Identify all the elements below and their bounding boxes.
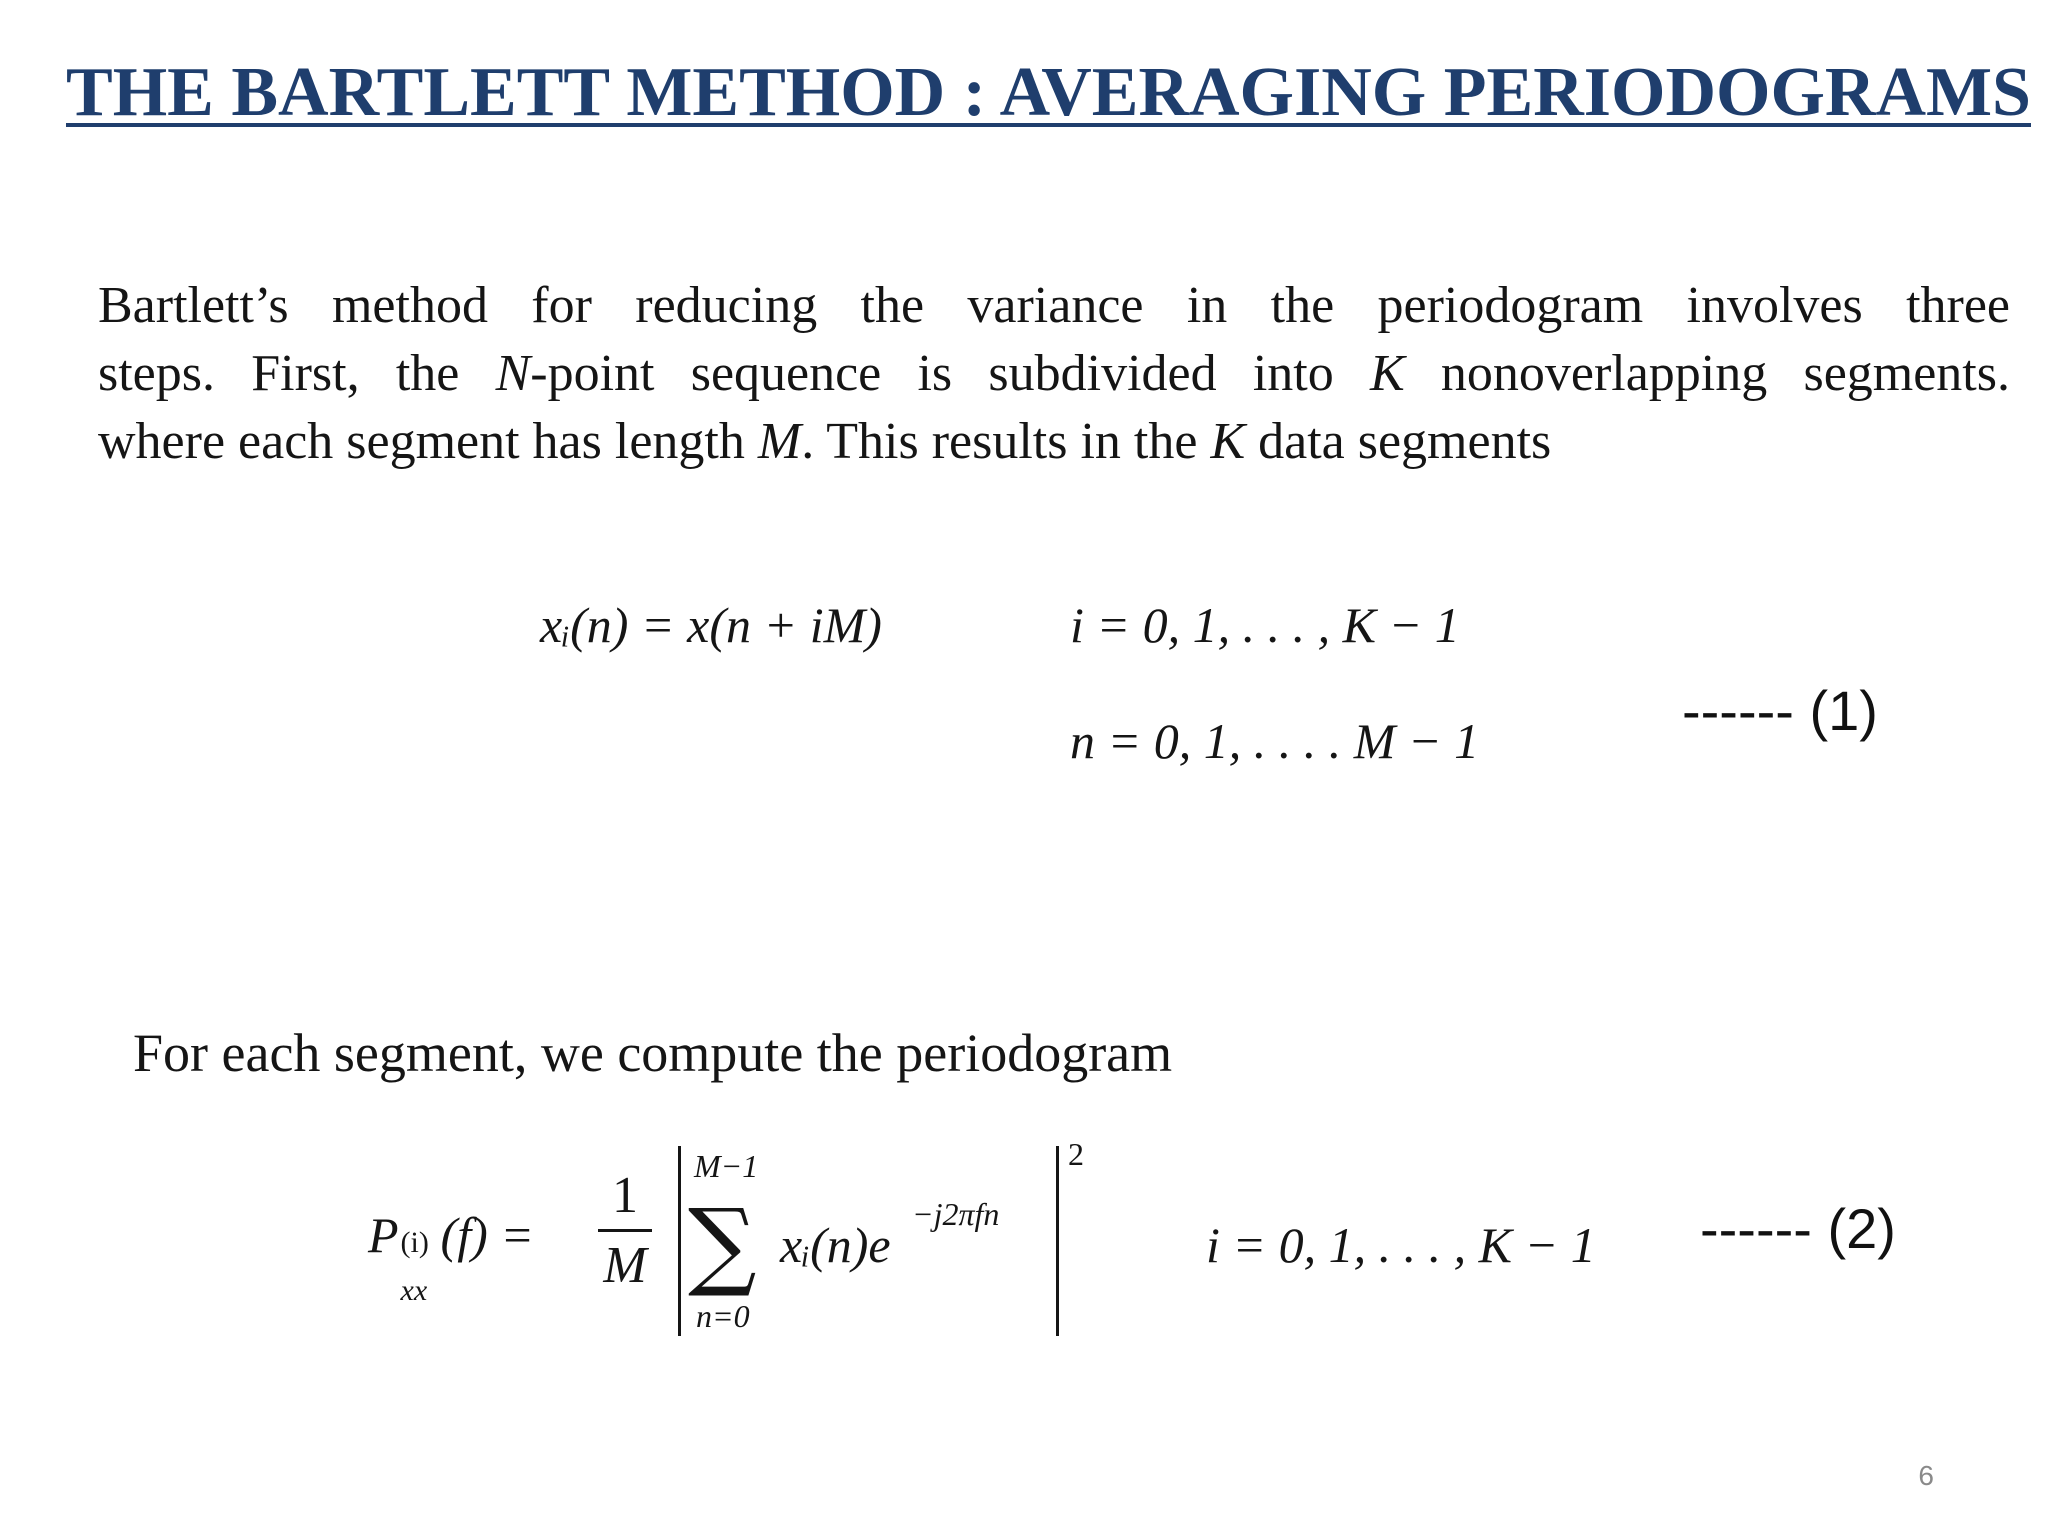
fraction-numerator: 1 [612, 1167, 638, 1224]
page-number: 6 [1918, 1460, 1934, 1491]
fraction-denominator: M [603, 1237, 647, 1294]
exponent: −j2πfn [912, 1196, 1000, 1232]
slide-title: THE BARTLETT METHOD : AVERAGING PERIODOGRAMS [66, 54, 2031, 131]
sum-upper-limit: M−1 [694, 1148, 759, 1184]
equation-1-lhs: xᵢ(n) = x(n + iM) [540, 597, 882, 653]
fraction-bar [598, 1229, 652, 1232]
equation-1-label: ------ (1) [1682, 679, 1878, 742]
intro-paragraph [98, 272, 2010, 476]
summation-symbol: ∑ [688, 1188, 757, 1300]
intro-line-2: steps. First, the N-point sequence is subdivided into K nonoverlapping segments. [98, 345, 2010, 402]
intro-line-3: where each segment has length M. This results in the K data segments [98, 413, 1552, 470]
absolute-value-left-bar [678, 1146, 681, 1336]
equation-1-condition-n: n = 0, 1, . . . . M − 1 [1070, 713, 1480, 769]
equation-2-label: ------ (2) [1700, 1197, 1896, 1260]
power-exponent: 2 [1068, 1136, 1084, 1172]
equation-2-lhs: P (i) xx (f) = [368, 1207, 534, 1307]
periodogram-intro-text: For each segment, we compute the periodogram [133, 1023, 1173, 1083]
equation-2-fraction [598, 1166, 652, 1295]
summand: xᵢ(n)e [780, 1217, 891, 1273]
equation-2-condition: i = 0, 1, . . . , K − 1 [1206, 1217, 1596, 1273]
sum-lower-limit: n=0 [696, 1298, 750, 1334]
equation-1-condition-i: i = 0, 1, . . . , K − 1 [1070, 597, 1460, 653]
intro-line-1: Bartlett’s method for reducing the variance in the periodogram involves three [98, 277, 2010, 334]
absolute-value-right-bar [1056, 1146, 1059, 1336]
